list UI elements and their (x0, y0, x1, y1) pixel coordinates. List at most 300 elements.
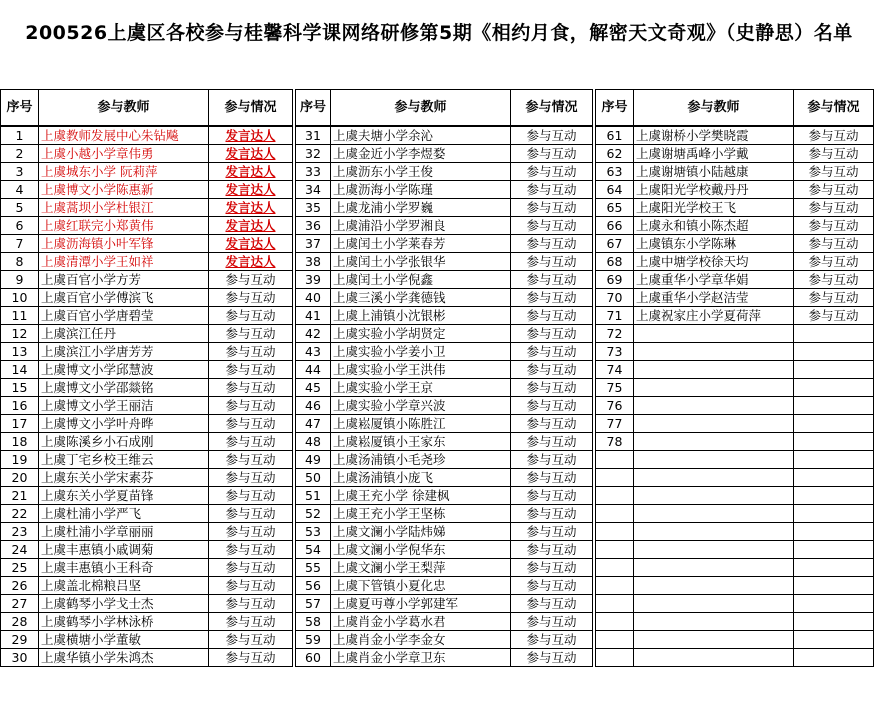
participation-status: 参与互动 (209, 522, 293, 540)
table-row (596, 504, 874, 522)
participation-status: 参与互动 (511, 504, 593, 522)
teacher-name: 上虞文澜小学陆炜娣 (331, 522, 511, 540)
teacher-name (634, 630, 794, 648)
row-number: 8 (1, 252, 39, 270)
row-number: 28 (1, 612, 39, 630)
row-number (596, 486, 634, 504)
row-number: 60 (296, 648, 331, 666)
row-number: 39 (296, 270, 331, 288)
table-row (1, 198, 293, 216)
table-row (296, 324, 593, 342)
row-number: 9 (1, 270, 39, 288)
participation-status: 参与互动 (209, 360, 293, 378)
row-number: 3 (1, 162, 39, 180)
table-row (296, 558, 593, 576)
header-status: 参与情况 (209, 90, 293, 126)
table-row (296, 630, 593, 648)
table-row (296, 414, 593, 432)
row-number: 6 (1, 216, 39, 234)
table-row (1, 414, 293, 432)
table-row (1, 306, 293, 324)
participation-status: 参与互动 (511, 180, 593, 198)
table-row (296, 522, 593, 540)
participation-status: 参与互动 (209, 378, 293, 396)
row-number: 15 (1, 378, 39, 396)
teacher-name: 上虞蒿坝小学杜银江 (39, 198, 209, 216)
row-number: 44 (296, 360, 331, 378)
row-number: 1 (1, 126, 39, 145)
teacher-name: 上虞红联完小郑黄伟 (39, 216, 209, 234)
table-row (596, 414, 874, 432)
table-row (1, 648, 293, 666)
row-number: 17 (1, 414, 39, 432)
teacher-name: 上虞教师发展中心朱钻飚 (39, 126, 209, 145)
teacher-name (634, 576, 794, 594)
table-row (296, 126, 593, 145)
table-row (596, 522, 874, 540)
row-number: 22 (1, 504, 39, 522)
participation-status: 参与互动 (209, 324, 293, 342)
row-number: 63 (596, 162, 634, 180)
row-number: 29 (1, 630, 39, 648)
table-row (1, 180, 293, 198)
roster-table-2 (295, 89, 593, 667)
row-number: 65 (596, 198, 634, 216)
participation-status (794, 648, 874, 666)
participation-status: 参与互动 (511, 648, 593, 666)
participation-status: 参与互动 (209, 558, 293, 576)
participation-status: 参与互动 (511, 234, 593, 252)
teacher-name (634, 432, 794, 450)
row-number: 70 (596, 288, 634, 306)
participation-status: 参与互动 (511, 162, 593, 180)
row-number: 56 (296, 576, 331, 594)
table-row (596, 342, 874, 360)
teacher-name: 上虞闰土小学倪鑫 (331, 270, 511, 288)
table-row (596, 306, 874, 324)
teacher-name: 上虞清潭小学王如祥 (39, 252, 209, 270)
teacher-name: 上虞镇东小学陈琳 (634, 234, 794, 252)
participation-status (794, 378, 874, 396)
row-number: 30 (1, 648, 39, 666)
table-row (1, 522, 293, 540)
row-number (596, 576, 634, 594)
table-row (296, 216, 593, 234)
row-number: 36 (296, 216, 331, 234)
participation-status (794, 468, 874, 486)
participation-status: 参与互动 (511, 486, 593, 504)
participation-status: 参与互动 (511, 342, 593, 360)
row-number: 4 (1, 180, 39, 198)
row-number: 11 (1, 306, 39, 324)
participation-status: 参与互动 (511, 576, 593, 594)
teacher-name: 上虞肖金小学李金女 (331, 630, 511, 648)
teacher-name: 上虞崧厦镇小陈胜江 (331, 414, 511, 432)
participation-status: 发言达人 (209, 252, 293, 270)
participation-status: 参与互动 (209, 630, 293, 648)
table-row (1, 360, 293, 378)
teacher-name: 上虞百官小学方芳 (39, 270, 209, 288)
row-number: 46 (296, 396, 331, 414)
row-number: 55 (296, 558, 331, 576)
roster-table-3 (595, 89, 874, 667)
participation-status (794, 558, 874, 576)
table-row (596, 468, 874, 486)
roster-table-1 (0, 89, 293, 667)
table-row (596, 162, 874, 180)
participation-status: 参与互动 (511, 594, 593, 612)
row-number: 14 (1, 360, 39, 378)
table-row (296, 594, 593, 612)
teacher-name: 上虞金近小学李煜婺 (331, 144, 511, 162)
participation-status (794, 450, 874, 468)
row-number: 34 (296, 180, 331, 198)
row-number: 75 (596, 378, 634, 396)
teacher-name (634, 648, 794, 666)
row-number: 54 (296, 540, 331, 558)
participation-status (794, 522, 874, 540)
table-row (296, 432, 593, 450)
row-number (596, 450, 634, 468)
table-row (296, 612, 593, 630)
teacher-name: 上虞杜浦小学章丽丽 (39, 522, 209, 540)
participation-status: 参与互动 (511, 126, 593, 145)
participation-status: 参与互动 (511, 216, 593, 234)
table-row (1, 432, 293, 450)
teacher-name: 上虞阳光学校王飞 (634, 198, 794, 216)
participation-status: 参与互动 (209, 540, 293, 558)
row-number (596, 468, 634, 486)
teacher-name: 上虞华镇小学朱鸿杰 (39, 648, 209, 666)
teacher-name: 上虞丰惠镇小戚调菊 (39, 540, 209, 558)
teacher-name: 上虞实验小学王洪伟 (331, 360, 511, 378)
table-row (296, 306, 593, 324)
participation-status: 参与互动 (209, 594, 293, 612)
participation-status: 参与互动 (511, 306, 593, 324)
table-row (596, 198, 874, 216)
row-number: 52 (296, 504, 331, 522)
header-teacher: 参与教师 (331, 90, 511, 126)
participation-status (794, 612, 874, 630)
teacher-name: 上虞实验小学章兴波 (331, 396, 511, 414)
row-number (596, 648, 634, 666)
participation-status: 参与互动 (794, 216, 874, 234)
teacher-name: 上虞丰惠镇小王科奇 (39, 558, 209, 576)
participation-status (794, 576, 874, 594)
teacher-name: 上虞百官小学傅滨飞 (39, 288, 209, 306)
participation-status: 参与互动 (511, 558, 593, 576)
participation-status: 参与互动 (794, 270, 874, 288)
teacher-name (634, 540, 794, 558)
teacher-name: 上虞王充小学王坚栋 (331, 504, 511, 522)
table-row (1, 378, 293, 396)
table-row (596, 396, 874, 414)
row-number: 51 (296, 486, 331, 504)
table-row (296, 270, 593, 288)
teacher-name: 上虞文澜小学倪华东 (331, 540, 511, 558)
table-row (1, 288, 293, 306)
row-number: 76 (596, 396, 634, 414)
participation-status: 参与互动 (511, 540, 593, 558)
table-row (1, 594, 293, 612)
table-row (1, 450, 293, 468)
teacher-name: 上虞阳光学校戴丹丹 (634, 180, 794, 198)
row-number: 31 (296, 126, 331, 145)
teacher-name: 上虞祝家庄小学夏荷萍 (634, 306, 794, 324)
teacher-name: 上虞实验小学王京 (331, 378, 511, 396)
participation-status (794, 432, 874, 450)
row-number: 24 (1, 540, 39, 558)
row-number: 35 (296, 198, 331, 216)
table-row (596, 630, 874, 648)
table-row (296, 540, 593, 558)
row-number: 69 (596, 270, 634, 288)
teacher-name: 上虞实验小学胡贤定 (331, 324, 511, 342)
table-row (1, 540, 293, 558)
header-row (1, 90, 293, 126)
teacher-name: 上虞肖金小学章卫东 (331, 648, 511, 666)
teacher-name: 上虞小越小学章伟勇 (39, 144, 209, 162)
header-teacher: 参与教师 (39, 90, 209, 126)
teacher-name: 上虞博文小学邱慧波 (39, 360, 209, 378)
row-number (596, 558, 634, 576)
teacher-name (634, 450, 794, 468)
row-number: 64 (596, 180, 634, 198)
participation-status: 参与互动 (209, 468, 293, 486)
teacher-name: 上虞鹤琴小学林泳桥 (39, 612, 209, 630)
teacher-name: 上虞东关小学夏苗锋 (39, 486, 209, 504)
participation-status: 参与互动 (511, 522, 593, 540)
teacher-name: 上虞博文小学王丽洁 (39, 396, 209, 414)
teacher-name: 上虞崧厦镇小王家东 (331, 432, 511, 450)
participation-status: 参与互动 (511, 612, 593, 630)
teacher-name: 上虞陈溪乡小石成刚 (39, 432, 209, 450)
row-number: 32 (296, 144, 331, 162)
table-row (296, 180, 593, 198)
header-status: 参与情况 (794, 90, 874, 126)
table-row (596, 270, 874, 288)
participation-status: 参与互动 (209, 432, 293, 450)
table-row (1, 486, 293, 504)
participation-status (794, 324, 874, 342)
table-row (596, 594, 874, 612)
participation-status: 参与互动 (794, 234, 874, 252)
participation-status: 参与互动 (794, 288, 874, 306)
row-number: 41 (296, 306, 331, 324)
table-row (1, 162, 293, 180)
table-row (296, 252, 593, 270)
row-number: 58 (296, 612, 331, 630)
table-row (296, 396, 593, 414)
row-number: 78 (596, 432, 634, 450)
table-row (596, 540, 874, 558)
table-row (596, 486, 874, 504)
row-number: 5 (1, 198, 39, 216)
participation-status: 参与互动 (209, 612, 293, 630)
table-row (596, 252, 874, 270)
participation-status: 参与互动 (511, 324, 593, 342)
row-number (596, 522, 634, 540)
row-number: 21 (1, 486, 39, 504)
page-title: 200526上虞区各校参与桂馨科学课网络研修第5期《相约月食，解密天文奇观》（史静思）名单 (25, 22, 853, 44)
row-number: 77 (596, 414, 634, 432)
table-row (1, 324, 293, 342)
teacher-name: 上虞下管镇小夏化忠 (331, 576, 511, 594)
participation-status: 参与互动 (209, 414, 293, 432)
table-row (296, 198, 593, 216)
row-number: 73 (596, 342, 634, 360)
table-row (296, 468, 593, 486)
table-row (596, 180, 874, 198)
participation-status (794, 360, 874, 378)
teacher-name: 上虞重华小学章华娟 (634, 270, 794, 288)
table-row (1, 576, 293, 594)
teacher-name: 上虞滨江任丹 (39, 324, 209, 342)
table-row (596, 324, 874, 342)
table-row (596, 612, 874, 630)
teacher-name: 上虞龙浦小学罗巍 (331, 198, 511, 216)
row-number: 67 (596, 234, 634, 252)
row-number: 33 (296, 162, 331, 180)
row-number: 23 (1, 522, 39, 540)
participation-status: 参与互动 (511, 378, 593, 396)
participation-status: 参与互动 (209, 486, 293, 504)
table-row (296, 288, 593, 306)
row-number: 13 (1, 342, 39, 360)
row-number: 43 (296, 342, 331, 360)
teacher-name: 上虞博文小学陈惠新 (39, 180, 209, 198)
teacher-name: 上虞中塘学校徐天均 (634, 252, 794, 270)
teacher-name (634, 378, 794, 396)
participation-status: 发言达人 (209, 144, 293, 162)
participation-status (794, 630, 874, 648)
row-number: 38 (296, 252, 331, 270)
participation-status: 参与互动 (794, 180, 874, 198)
teacher-name: 上虞谢塘镇小陆越康 (634, 162, 794, 180)
participation-status: 参与互动 (511, 288, 593, 306)
table-row (596, 216, 874, 234)
table-row (1, 342, 293, 360)
row-number: 12 (1, 324, 39, 342)
teacher-name: 上虞实验小学姜小卫 (331, 342, 511, 360)
teacher-name: 上虞王充小学 徐建枫 (331, 486, 511, 504)
teacher-name: 上虞闰土小学张银华 (331, 252, 511, 270)
teacher-name: 上虞夫塘小学余沁 (331, 126, 511, 145)
header-num: 序号 (1, 90, 39, 126)
teacher-name (634, 612, 794, 630)
teacher-name: 上虞杜浦小学严飞 (39, 504, 209, 522)
participation-status (794, 396, 874, 414)
teacher-name: 上虞沥东小学王俊 (331, 162, 511, 180)
teacher-name: 上虞汤浦镇小毛尧珍 (331, 450, 511, 468)
teacher-name: 上虞博文小学邵燚铭 (39, 378, 209, 396)
row-number: 50 (296, 468, 331, 486)
row-number: 7 (1, 234, 39, 252)
row-number: 16 (1, 396, 39, 414)
table-row (1, 216, 293, 234)
table-row (596, 144, 874, 162)
participation-status: 参与互动 (209, 576, 293, 594)
table-row (596, 450, 874, 468)
table-row (296, 378, 593, 396)
header-teacher: 参与教师 (634, 90, 794, 126)
participation-status: 参与互动 (511, 468, 593, 486)
row-number: 18 (1, 432, 39, 450)
table-row (1, 630, 293, 648)
table-row (1, 504, 293, 522)
table-row (596, 576, 874, 594)
table-row (296, 576, 593, 594)
header-status: 参与情况 (511, 90, 593, 126)
table-row (596, 558, 874, 576)
row-number: 19 (1, 450, 39, 468)
row-number: 49 (296, 450, 331, 468)
teacher-name: 上虞谢塘禹峰小学戴 (634, 144, 794, 162)
teacher-name: 上虞城东小学 阮莉萍 (39, 162, 209, 180)
teacher-name: 上虞肖金小学葛水君 (331, 612, 511, 630)
teacher-name: 上虞东关小学宋素芬 (39, 468, 209, 486)
teacher-name: 上虞沥海镇小叶军锋 (39, 234, 209, 252)
participation-status: 参与互动 (794, 126, 874, 145)
teacher-name: 上虞滨江小学唐芳芳 (39, 342, 209, 360)
row-number: 48 (296, 432, 331, 450)
teacher-name: 上虞重华小学赵洁莹 (634, 288, 794, 306)
participation-status: 参与互动 (794, 252, 874, 270)
row-number: 25 (1, 558, 39, 576)
participation-status: 参与互动 (794, 198, 874, 216)
participation-status: 参与互动 (209, 396, 293, 414)
participation-status (794, 540, 874, 558)
participation-status: 参与互动 (511, 630, 593, 648)
row-number: 2 (1, 144, 39, 162)
table-row (296, 486, 593, 504)
row-number: 66 (596, 216, 634, 234)
table-row (1, 396, 293, 414)
teacher-name (634, 342, 794, 360)
participation-status: 参与互动 (209, 450, 293, 468)
teacher-name: 上虞三溪小学龚德钱 (331, 288, 511, 306)
teacher-name (634, 486, 794, 504)
row-number: 20 (1, 468, 39, 486)
teacher-name: 上虞永和镇小陈杰超 (634, 216, 794, 234)
teacher-name (634, 522, 794, 540)
participation-status (794, 486, 874, 504)
table-row (296, 234, 593, 252)
table-row (1, 468, 293, 486)
table-row (596, 126, 874, 145)
teacher-name (634, 594, 794, 612)
row-number: 59 (296, 630, 331, 648)
teacher-name (634, 396, 794, 414)
table-row (296, 144, 593, 162)
row-number: 47 (296, 414, 331, 432)
row-number: 74 (596, 360, 634, 378)
teacher-name: 上虞博文小学叶舟晔 (39, 414, 209, 432)
row-number: 42 (296, 324, 331, 342)
participation-status: 参与互动 (209, 504, 293, 522)
teacher-name (634, 504, 794, 522)
row-number: 71 (596, 306, 634, 324)
header-num: 序号 (296, 90, 331, 126)
teacher-name (634, 558, 794, 576)
row-number: 45 (296, 378, 331, 396)
table-row (1, 234, 293, 252)
teacher-name: 上虞沥海小学陈瑾 (331, 180, 511, 198)
row-number: 26 (1, 576, 39, 594)
row-number (596, 612, 634, 630)
row-number: 62 (596, 144, 634, 162)
teacher-name: 上虞浦沿小学罗湘良 (331, 216, 511, 234)
